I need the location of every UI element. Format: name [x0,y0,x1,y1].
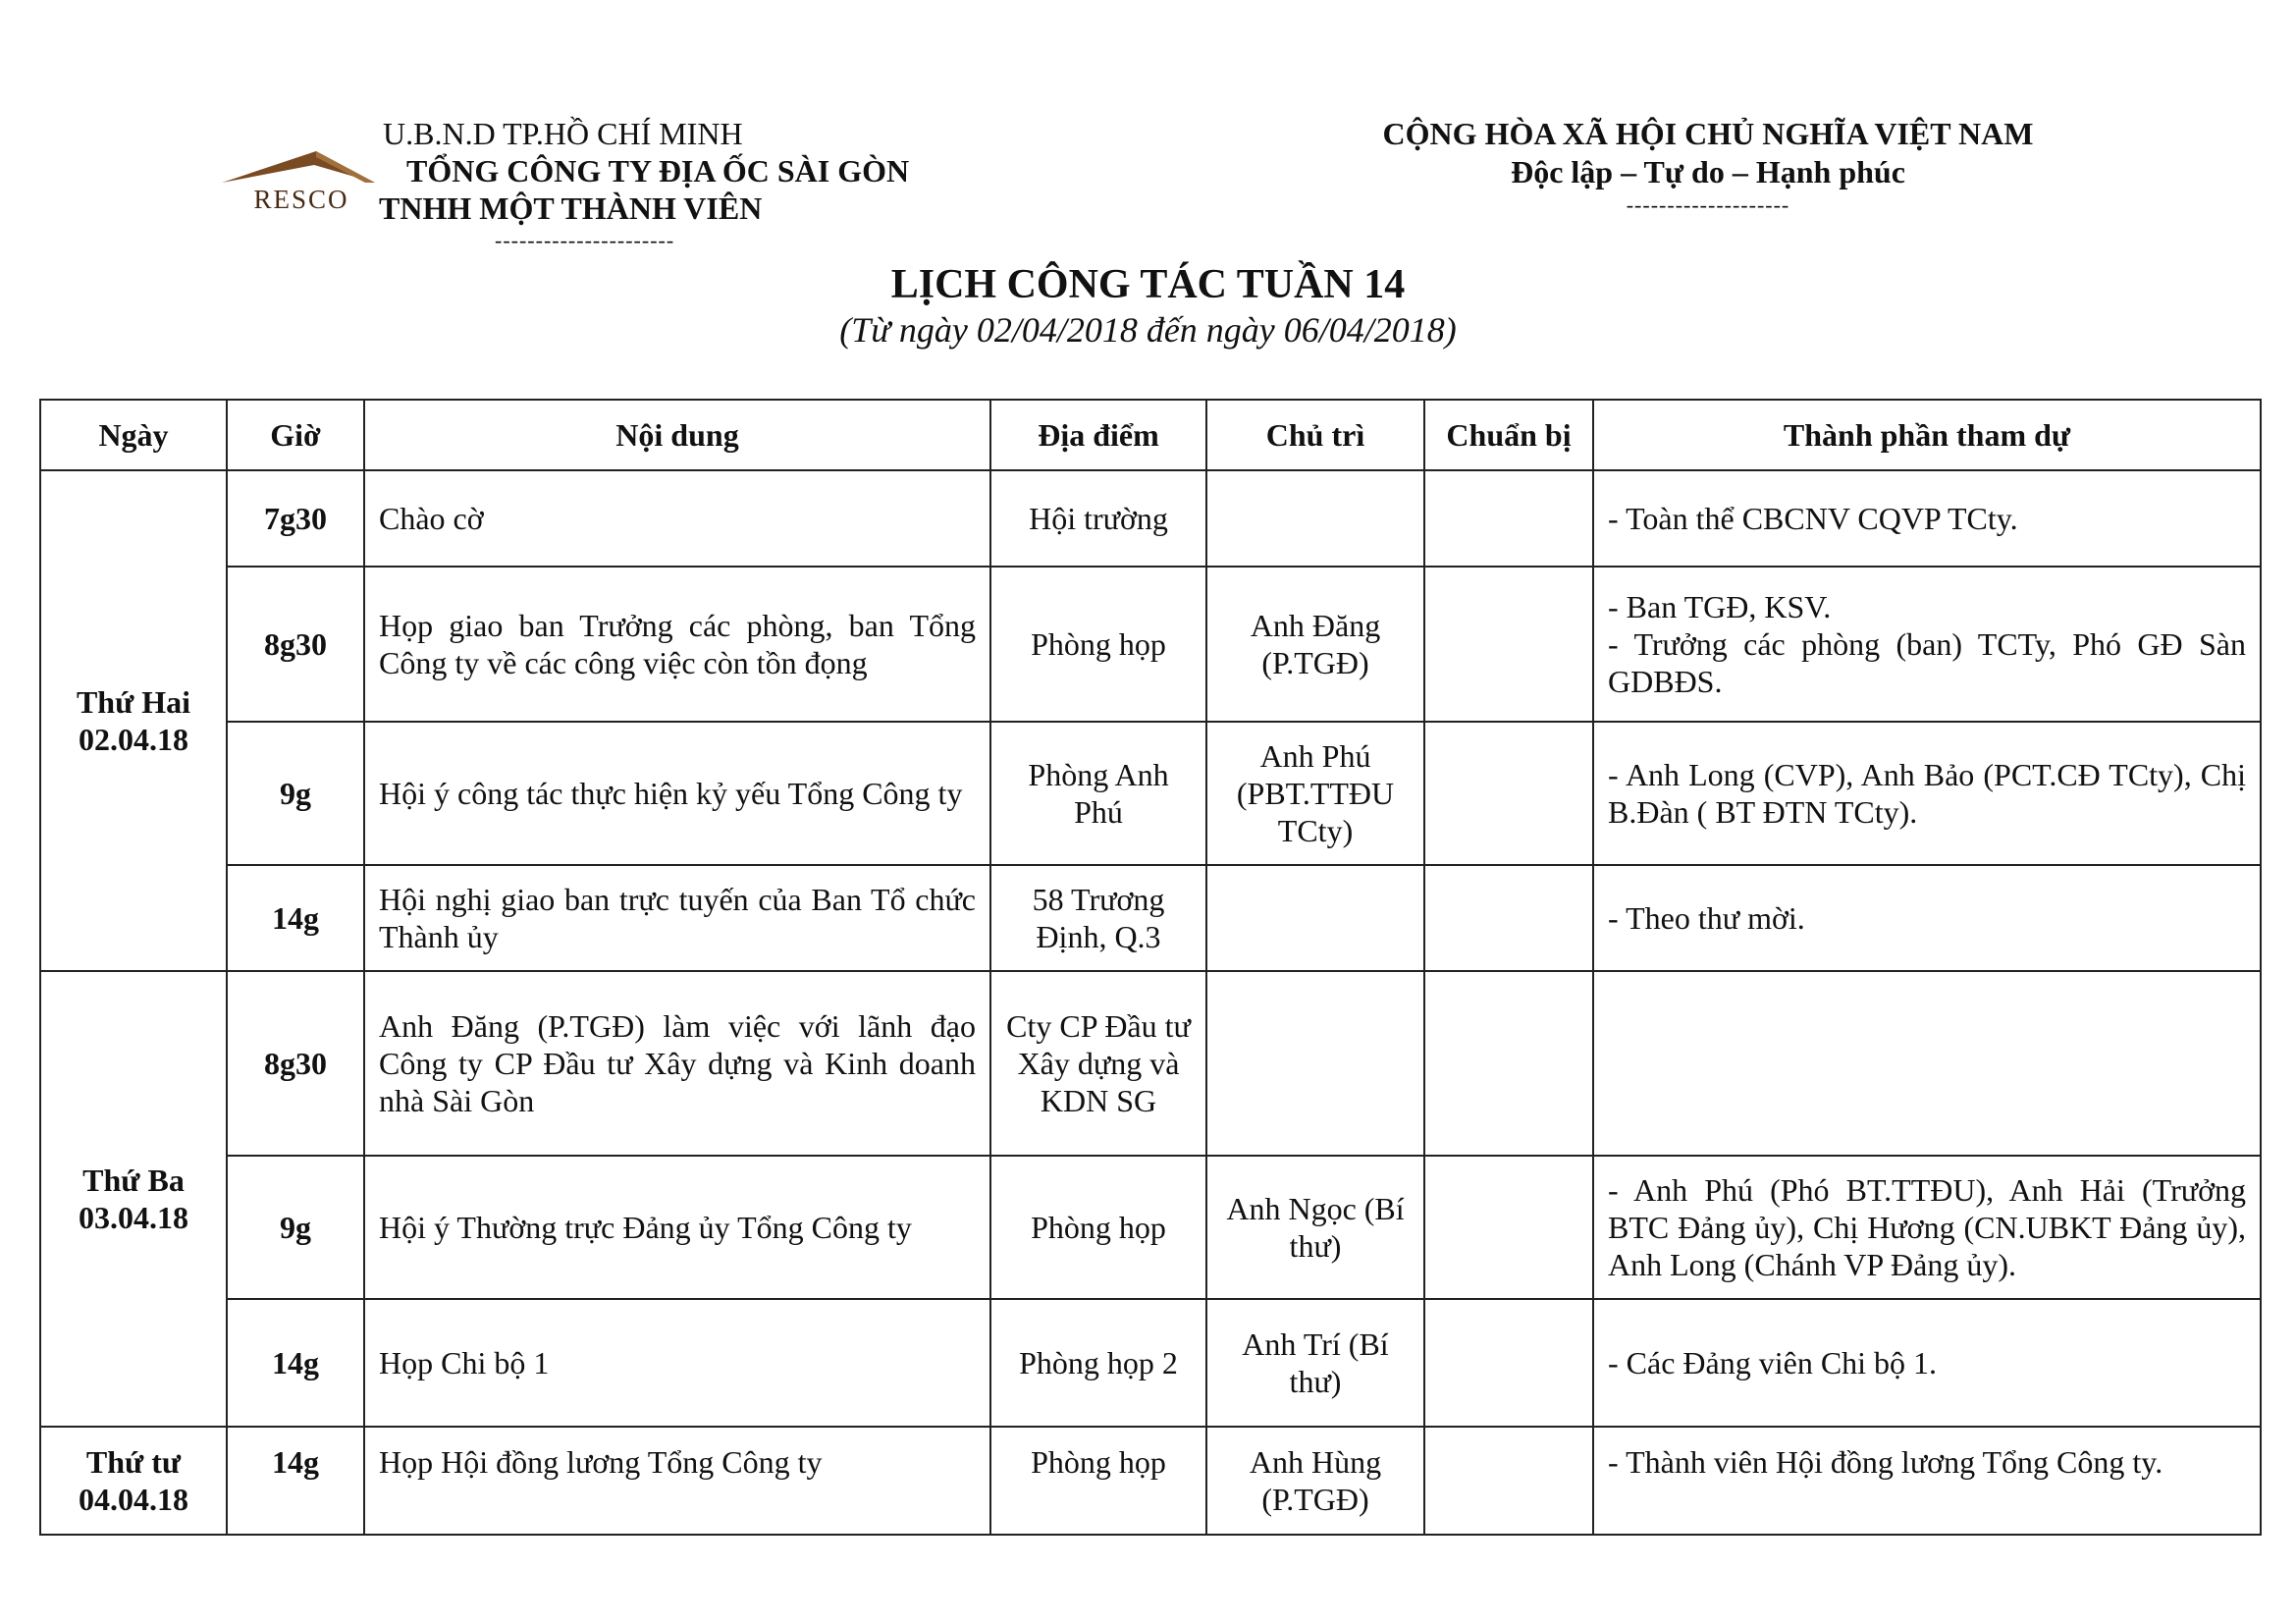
column-header-place: Địa điểm [990,400,1206,470]
prep-cell [1424,567,1593,722]
page-title: LỊCH CÔNG TÁC TUẦN 14 [890,262,1406,307]
day-date: 04.04.18 [79,1482,188,1517]
place-cell: Phòng họp [990,567,1206,722]
org-separator: ---------------------- [495,228,675,252]
time-cell: 8g30 [227,567,364,722]
attendees-cell [1593,865,2261,971]
day-name: Thứ tư [85,1444,182,1480]
content-cell: Chào cờ [364,470,990,567]
host-cell: Anh Phú (PBT.TTĐU TCty) [1206,722,1424,865]
org-line-type: TNHH MỘT THÀNH VIÊN [379,190,763,226]
attendee-line: - Anh Long (CVP), Anh Bảo (PCT.CĐ TCty), Chị B.Đàn ( BT ĐTN TCty). [1608,757,2246,830]
org-line-city: U.B.N.D TP.HỒ CHÍ MINH [383,116,743,151]
place-cell: Cty CP Đầu tư Xây dựng và KDN SG [990,971,1206,1156]
column-header-host: Chủ trì [1206,400,1424,470]
attendee-line: - Trưởng các phòng (ban) TCTy, Phó GĐ Sàn GDBĐS. [1608,626,2246,699]
host-cell: Anh Ngọc (Bí thư) [1206,1156,1424,1299]
place-cell: Hội trường [990,470,1206,567]
nation-name: CỘNG HÒA XÃ HỘI CHỦ NGHĨA VIỆT NAM [1382,116,2034,151]
prep-cell [1424,1427,1593,1535]
day-name: Thứ Ba [82,1163,185,1198]
attendee-line: - Thành viên Hội đồng lương Tổng Công ty. [1608,1444,2163,1480]
table-row [40,722,2261,865]
attendees-cell [1593,971,2261,1156]
attendee-line: - Anh Phú (Phó BT.TTĐU), Anh Hải (Trưởng BTC Đảng ủy), Chị Hương (CN.UBKT Đảng ủy), Anh Long (Chánh VP Đảng ủy). [1608,1172,2246,1282]
column-header-content: Nội dung [364,400,990,470]
time-cell: 9g [227,1156,364,1299]
table-row [40,1156,2261,1299]
host-cell: Anh Đăng (P.TGĐ) [1206,567,1424,722]
content-cell: Họp Hội đồng lương Tổng Công ty [364,1427,990,1535]
attendee-line: - Các Đảng viên Chi bộ 1. [1608,1345,1938,1380]
table-row [40,567,2261,722]
attendees-cell [1593,1299,2261,1427]
table-row [40,865,2261,971]
time-cell: 14g [227,865,364,971]
column-header-prep: Chuẩn bị [1424,400,1593,470]
organization-header [218,114,984,271]
attendees-cell [1593,722,2261,865]
table-row [40,470,2261,567]
content-cell: Họp giao ban Trưởng các phòng, ban Tổng Công ty về các công việc còn tồn đọng [364,567,990,722]
column-header-attendees: Thành phần tham dự [1593,400,2261,470]
attendee-line: - Ban TGĐ, KSV. [1608,589,1832,624]
day-name: Thứ Hai [76,684,191,720]
resco-logo [218,134,385,212]
prep-cell [1424,1156,1593,1299]
host-cell: Anh Hùng (P.TGĐ) [1206,1427,1424,1535]
time-cell: 8g30 [227,971,364,1156]
content-cell: Hội nghị giao ban trực tuyến của Ban Tổ chức Thành ủy [364,865,990,971]
prep-cell [1424,1299,1593,1427]
content-cell: Hội ý Thường trực Đảng ủy Tổng Công ty [364,1156,990,1299]
date-range-subtitle: (Từ ngày 02/04/2018 đến ngày 06/04/2018) [839,310,1457,350]
day-cell [40,470,227,971]
host-cell [1206,470,1424,567]
prep-cell [1424,971,1593,1156]
table-header-row [40,400,2261,470]
prep-cell [1424,470,1593,567]
column-header-time: Giờ [227,400,364,470]
org-line-company: TỔNG CÔNG TY ĐỊA ỐC SÀI GÒN [406,153,910,189]
content-cell: Họp Chi bộ 1 [364,1299,990,1427]
schedule-table [39,399,2262,1536]
column-header-day: Ngày [40,400,227,470]
attendees-cell [1593,470,2261,567]
attendees-cell [1593,1427,2261,1535]
place-cell: Phòng Anh Phú [990,722,1206,865]
nation-header [1335,114,2081,220]
day-date: 02.04.18 [79,722,188,757]
place-cell: Phòng họp [990,1156,1206,1299]
time-cell: 9g [227,722,364,865]
attendee-line: - Toàn thể CBCNV CQVP TCty. [1608,501,2018,536]
attendee-line: - Theo thư mời. [1608,900,1805,936]
prep-cell [1424,865,1593,971]
host-cell [1206,971,1424,1156]
motto-separator: -------------------- [1626,192,1790,217]
nation-motto: Độc lập – Tự do – Hạnh phúc [1511,154,1905,189]
place-cell: Phòng họp [990,1427,1206,1535]
time-cell: 7g30 [227,470,364,567]
day-cell [40,971,227,1427]
host-cell: Anh Trí (Bí thư) [1206,1299,1424,1427]
day-cell [40,1427,227,1535]
prep-cell [1424,722,1593,865]
attendees-cell [1593,567,2261,722]
attendees-cell [1593,1156,2261,1299]
host-cell [1206,865,1424,971]
table-row [40,1299,2261,1427]
time-cell: 14g [227,1299,364,1427]
place-cell: Phòng họp 2 [990,1299,1206,1427]
content-cell: Hội ý công tác thực hiện kỷ yếu Tổng Công ty [364,722,990,865]
table-row [40,971,2261,1156]
logo-wordmark: RESCO [253,185,349,214]
time-cell: 14g [227,1427,364,1535]
place-cell: 58 Trương Định, Q.3 [990,865,1206,971]
table-row [40,1427,2261,1535]
day-date: 03.04.18 [79,1200,188,1235]
content-cell: Anh Đăng (P.TGĐ) làm việc với lãnh đạo Công ty CP Đầu tư Xây dựng và Kinh doanh nhà Sài Gòn [364,971,990,1156]
